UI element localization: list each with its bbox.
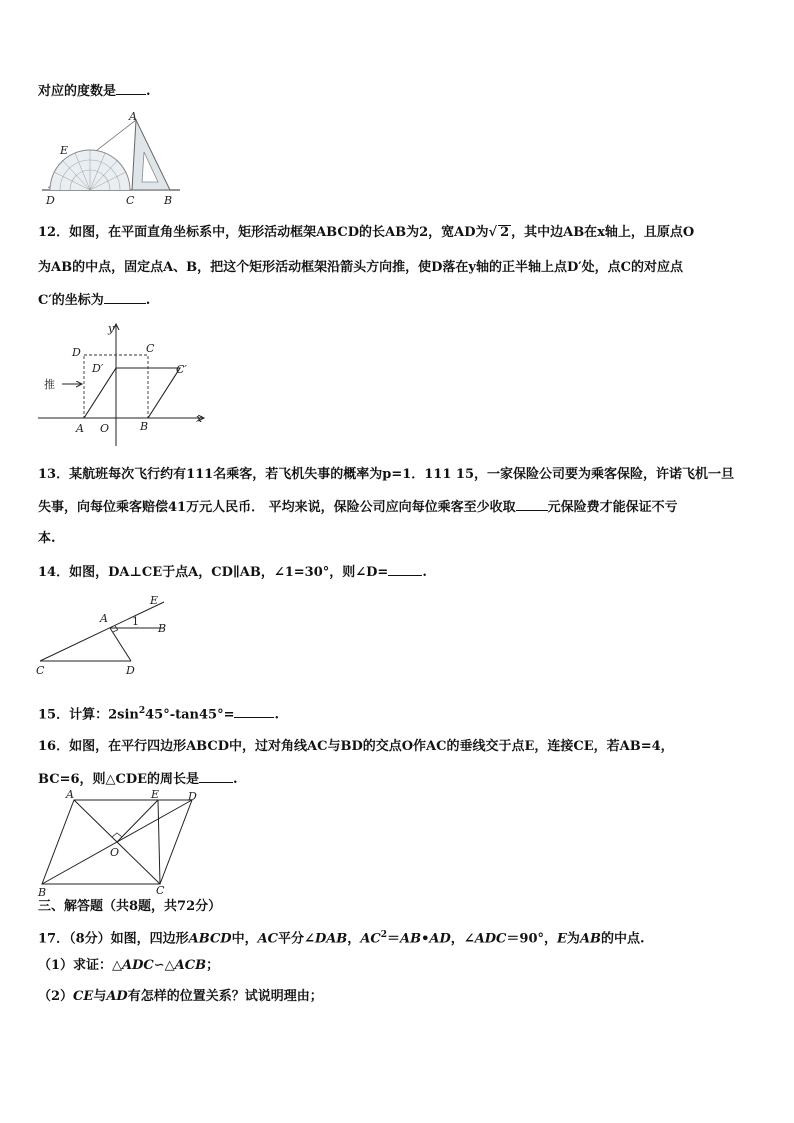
q14-label-e: E <box>150 594 159 607</box>
q12-line3-text: C′的坐标为 <box>38 293 104 308</box>
q12-label-d-prime: D′ <box>92 362 104 375</box>
q13-line1 <box>38 466 734 484</box>
q14-label-d: D <box>126 664 135 677</box>
q16-line1 <box>38 738 674 756</box>
q17-stem-o: E <box>557 931 567 947</box>
q12-parallelogram <box>84 368 180 418</box>
q12-line3 <box>38 291 150 310</box>
q12-label-b: B <box>140 420 149 433</box>
q17-stem-c: 中， <box>231 931 258 947</box>
q16-label-d: D <box>188 790 197 803</box>
q11-protractor-figure <box>40 110 185 208</box>
q12-period: . <box>145 293 151 308</box>
q17-stem-j: ＝ <box>387 931 401 947</box>
q12-answer-blank <box>104 291 146 304</box>
q13-line2-part-a: 失事，向每位乘客赔偿41万元人民币． 平均来说，保险公司应向每位乘客至少收取 <box>38 500 516 515</box>
q13-line2 <box>38 498 678 517</box>
q14-label-b: B <box>158 622 167 635</box>
q11-label-d: D <box>46 194 55 207</box>
q11-tail-text: 对应的度数是 <box>38 84 117 99</box>
q17-part2-c: 与 <box>93 989 107 1004</box>
q16-line-ce <box>158 800 160 884</box>
q12-coordinate-figure <box>36 318 216 450</box>
q17-stem-a: 17．（8分）如图，四边形 <box>38 931 189 947</box>
q17-stem-q: AB <box>579 931 602 947</box>
q14-answer-blank <box>388 563 422 576</box>
q14-label-angle-1: 1 <box>132 615 139 628</box>
q17-stem-m: ADC <box>474 931 507 947</box>
q17-part1-c: ∽△ <box>153 958 175 973</box>
q16-line-oe <box>117 800 158 842</box>
q14-line-ce <box>40 602 167 661</box>
q17-part1-e: ； <box>206 958 220 973</box>
q17-stem-b: ABCD <box>188 931 232 947</box>
q12-label-y: y <box>108 322 115 335</box>
q16-answer-blank <box>199 770 233 783</box>
q13-line1-text: 13．某航班每次飞行约有111名乘客，若飞机失事的概率为p=1．111 15，一家保险公司要为乘客保险，许诺飞机一旦 <box>38 467 735 482</box>
q13-line3-text: 本. <box>38 531 56 546</box>
q14-text: 14．如图，DA⊥CE于点A，CD∥AB，∠1=30°，则∠D= <box>38 565 389 580</box>
q16-line2 <box>38 770 238 789</box>
q15-text-pre: 15．计算：2sin <box>38 707 139 723</box>
q15-answer-blank <box>234 705 274 718</box>
q17-stem-d: AC <box>257 931 279 947</box>
q16-right-angle-mark <box>112 833 122 837</box>
q15-period: . <box>274 707 280 723</box>
q16-label-b: B <box>38 886 47 899</box>
q15-superscript: 2 <box>138 706 146 716</box>
q16-parallelogram-figure <box>34 790 204 900</box>
q12-label-x: x <box>196 412 203 425</box>
q12-line2-text: 为AB的中点，固定点A、B，把这个矩形活动框架沿箭头方向推，使D落在y轴的正半轴上点D′处，点C的对应点 <box>38 260 684 275</box>
q17-part2-e: 有怎样的位置关系？试说明理由； <box>127 989 323 1004</box>
q17-part2-b: CE <box>73 989 94 1004</box>
q12-line1 <box>38 224 694 242</box>
q17-part2-d: AD <box>106 989 128 1004</box>
q14-figure <box>34 590 184 680</box>
q17-part1-b: ADC <box>122 958 154 973</box>
q16-label-o: O <box>110 846 120 859</box>
q14-label-a: A <box>100 612 108 625</box>
q11-label-a: A <box>129 110 137 123</box>
q15-text-post: 45°-tan45°= <box>145 707 235 723</box>
q16-label-e: E <box>151 790 160 801</box>
q17-stem-h: AC <box>360 931 381 947</box>
q11-label-e: E <box>60 144 69 157</box>
q17-stem <box>38 926 645 948</box>
q14-line <box>38 563 427 582</box>
q15-line <box>38 702 279 724</box>
q12-label-push: 推 <box>44 378 55 391</box>
q11-label-c: C <box>126 194 135 207</box>
q12-label-a: A <box>76 422 84 435</box>
q17-part2-a: （2） <box>38 989 74 1004</box>
q12-line1-part-b: ，其中边AB在x轴上，且原点O <box>511 225 695 240</box>
q17-stem-p: 为 <box>566 931 580 947</box>
section-heading <box>38 898 221 916</box>
q12-label-c-prime: C′ <box>176 363 187 376</box>
q12-sqrt-symbol: √ <box>488 225 498 240</box>
q14-label-c: C <box>36 664 45 677</box>
q17-stem-k: AB•AD <box>400 931 451 947</box>
q17-stem-l: ，∠ <box>450 931 475 947</box>
q17-stem-n: ＝90°， <box>506 931 557 947</box>
q17-part1 <box>38 957 219 975</box>
q12-sqrt-radicand: 2 <box>500 225 510 240</box>
q12-label-d: D <box>72 346 81 359</box>
q16-label-c: C <box>156 884 165 897</box>
q14-right-angle-mark <box>113 626 118 632</box>
q12-line2 <box>38 259 683 277</box>
q14-line-ad <box>110 628 131 661</box>
q17-stem-e: 平分∠ <box>278 931 315 947</box>
q16-line1-text: 16．如图，在平行四边形ABCD中，过对角线AC与BD的交点O作AC的垂线交于点E，连接CE，若AB=4， <box>38 739 674 754</box>
q12-line1-part-a: 12．如图，在平面直角坐标系中，矩形活动框架ABCD的长AB为2，宽AD为 <box>38 225 489 240</box>
q13-line2-part-b: 元保险费才能保证不亏 <box>547 500 678 515</box>
q16-period: . <box>233 772 238 787</box>
section-heading-text: 三、解答题（共8题，共72分） <box>38 899 222 914</box>
q11-tail-line <box>38 82 151 101</box>
q17-part1-a: （1）求证：△ <box>38 958 123 973</box>
q13-line3 <box>38 530 56 548</box>
q11-period: . <box>146 84 151 99</box>
q17-stem-f: DAB <box>314 931 348 947</box>
q17-stem-superscript: 2 <box>380 930 388 940</box>
q12-label-o: O <box>100 422 110 435</box>
q17-part1-d: ACB <box>174 958 207 973</box>
q14-period: . <box>422 565 427 580</box>
q17-stem-g: ， <box>347 931 361 947</box>
q11-label-b: B <box>164 194 173 207</box>
q17-part2 <box>38 988 323 1006</box>
q17-stem-r: 的中点. <box>601 931 645 947</box>
q16-line2-text: BC=6，则△CDE的周长是 <box>38 772 200 787</box>
q16-label-a: A <box>66 790 74 801</box>
q12-label-c: C <box>146 342 155 355</box>
q11-answer-blank <box>116 82 146 95</box>
q13-answer-blank <box>516 498 548 511</box>
